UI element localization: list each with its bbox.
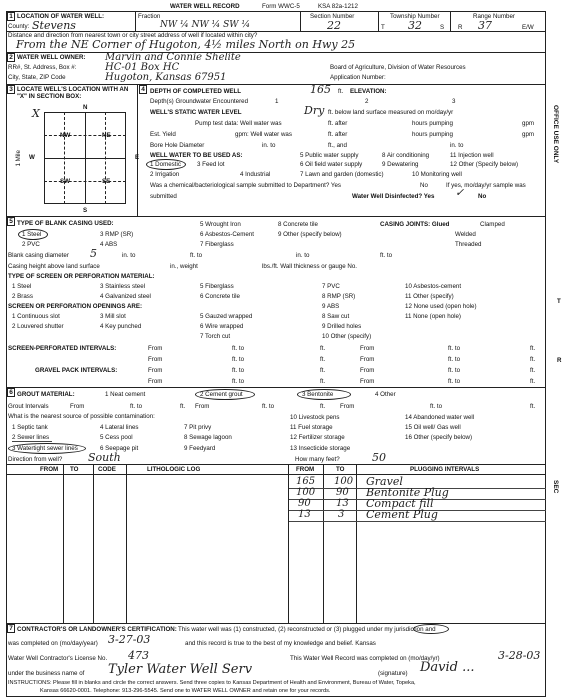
log-to-header: TO (70, 466, 79, 473)
grout-label: GROUT MATERIAL: (17, 391, 75, 398)
open-saw[interactable]: 8 Saw cut (322, 313, 350, 320)
screen-asbestos[interactable]: 10 Asbestos-cement (405, 283, 462, 290)
gi-to-1: ft. to (130, 403, 143, 410)
screen-rmp[interactable]: 8 RMP (SR) (322, 293, 356, 300)
contam-sewer[interactable]: 2 Sewer lines (12, 434, 50, 441)
section-7-number: 7 (7, 624, 15, 633)
locate-label: LOCATE WELL'S LOCATION WITH AN "X" IN SECTION BOX: (17, 86, 129, 100)
joints-threaded[interactable]: Threaded (455, 241, 482, 248)
location-label: LOCATION OF WATER WELL: (17, 13, 105, 20)
open-none[interactable]: 11 None (open hole) (405, 313, 461, 320)
plug-row-from[interactable]: 100 (296, 487, 316, 498)
gw-2: 2 (365, 98, 369, 105)
depth-label: DEPTH OF COMPLETED WELL (150, 88, 242, 95)
screen-abs[interactable]: 9 ABS (322, 303, 340, 310)
static-value[interactable]: Dry (304, 104, 325, 117)
spi-to-1: ft. to (232, 345, 245, 352)
township-s: S (440, 24, 445, 31)
true-text: and this record is true to the best of my knowledge and belief. Kansas (185, 640, 376, 647)
cert-text: This water well was (1) constructed, (2) reconstructed or (3) plugged under my jurisdiction and (178, 626, 436, 633)
use-other[interactable]: 12 Other (Specify below) (450, 161, 519, 168)
owner-value[interactable]: Marvin and Connie Shelite (105, 52, 241, 63)
casing-rmp[interactable]: 3 RMP (SR) (100, 231, 134, 238)
contam-lateral[interactable]: 4 Lateral lines (100, 424, 139, 431)
spi-to-3: ft. to (232, 356, 245, 363)
use-monitoring[interactable]: 10 Monitoring well (412, 171, 462, 178)
use-injection[interactable]: 11 Injection well (450, 152, 494, 159)
contam-fuel[interactable]: 11 Fuel storage (290, 424, 333, 431)
grout-intervals-label: Grout Intervals (8, 403, 49, 410)
nearest-label: What is the nearest source of possible contamination: (8, 413, 155, 420)
fraction-value[interactable]: NW ¼ NW ¼ SW ¼ (160, 20, 251, 30)
elevation-label: ELEVATION: (350, 88, 387, 95)
section-4-number: 4 (139, 85, 147, 94)
contam-feedyard[interactable]: 9 Feedyard (184, 445, 216, 452)
height-label: Casing height above land surface (8, 263, 100, 270)
gi-to-3: ft. to (430, 403, 443, 410)
pump-ft-after: ft. after (328, 120, 348, 127)
contam-seepage[interactable]: 6 Seepage pit (100, 445, 139, 452)
gi-ft-1: ft. (180, 403, 186, 410)
screen-stainless[interactable]: 3 Stainless steel (100, 283, 146, 290)
gi-ft-3: ft. (530, 403, 536, 410)
rr-value[interactable]: HC-01 Box HC (105, 62, 180, 73)
distance-label: Distance and direction from nearest town or city street address of well if located within city? (8, 32, 258, 39)
contam-cesspool[interactable]: 5 Cess pool (100, 434, 133, 441)
use-label: WELL WATER TO BE USED AS: (150, 152, 243, 159)
contam-livestock[interactable]: 10 Livestock pens (290, 414, 340, 421)
gw-3: 3 (452, 98, 456, 105)
open-key[interactable]: 4 Key punched (100, 323, 142, 330)
quadrant-ne: NE (102, 132, 111, 139)
contam-privy[interactable]: 7 Pit privy (184, 424, 212, 431)
use-public[interactable]: 5 Public water supply (300, 152, 359, 159)
plug-row-desc[interactable]: Gravel (366, 475, 403, 488)
city-value[interactable]: Hugoton, Kansas 67951 (105, 72, 227, 83)
contam-insecticide[interactable]: 13 Insecticide storage (290, 445, 351, 452)
chem-label: Was a chemical/bacteriological sample submitted to Department? Yes (150, 182, 341, 189)
weight-label: in., weight (170, 263, 198, 270)
blank-ft-to: ft. to (190, 252, 203, 259)
township-value[interactable]: 32 (408, 19, 422, 32)
yield-hours: hours pumping (412, 131, 453, 138)
plug-row-from[interactable]: 165 (296, 476, 316, 487)
x-mark[interactable]: X (32, 107, 40, 120)
side-r: R (557, 357, 562, 364)
plug-row-desc[interactable]: Cement Plug (366, 508, 438, 521)
yield-label: Est. Yield (150, 131, 176, 138)
screen-concrete[interactable]: 6 Concrete tile (200, 293, 240, 300)
city-label: City, State, ZIP Code (8, 74, 66, 81)
chem-no[interactable]: No (420, 182, 428, 189)
lbs-label: lbs./ft. Wall thickness or gauge No. (262, 263, 358, 270)
range-value[interactable]: 37 (478, 19, 492, 32)
county-label: County: (8, 23, 30, 30)
gpi-ft-1: ft. (320, 367, 326, 374)
record-date[interactable]: 3-28-03 (498, 649, 541, 662)
open-louvered[interactable]: 2 Louvered shutter (12, 323, 64, 330)
plug-row-to[interactable]: 100 (334, 476, 354, 487)
spi-to-4: ft. to (448, 356, 461, 363)
quadrant-sw: SW (60, 178, 70, 185)
compass-s: S (83, 207, 88, 214)
log-from-header: FROM (40, 466, 59, 473)
distance-value[interactable]: From the NE Corner of Hugoton, 4½ miles North on Hwy 25 (16, 38, 356, 51)
gpi-from-3: From (148, 378, 163, 385)
gpi-to-4: ft. to (448, 378, 461, 385)
openings-label: SCREEN OR PERFORATION OPENINGS ARE: (8, 303, 143, 310)
disinfected-check[interactable]: ✓ (455, 186, 465, 199)
circle-bentonite (297, 389, 351, 400)
plugging-header: PLUGGING INTERVALS (410, 466, 480, 473)
plug-from-header: FROM (296, 466, 315, 473)
section-2-number: 2 (7, 53, 15, 62)
grout-neat[interactable]: 1 Neat cement (105, 391, 146, 398)
form-number: Form WWC-5 (262, 3, 300, 10)
circle-steel (18, 229, 48, 240)
spi-ft-2: ft. (530, 345, 536, 352)
blank-ft-to-2: ft. to (380, 252, 393, 259)
use-irrigation[interactable]: 2 Irrigation (150, 171, 180, 178)
casing-steel[interactable]: 1 Steel (22, 231, 42, 238)
contam-abandoned[interactable]: 14 Abandoned water well (405, 414, 475, 421)
compass-e: E (135, 154, 140, 161)
instructions-line-1: INSTRUCTIONS: Please fill in blanks and circle the correct answers. Send three copies to Kansas Department of Health and Environment, Bureau of Water, Topeka, (8, 680, 416, 686)
contam-oilgas[interactable]: 15 Oil well/ Gas well (405, 424, 461, 431)
screen-fiberglass[interactable]: 5 Fiberglass (200, 283, 234, 290)
range-ew: E/W (522, 24, 534, 31)
business-label: under the business name of (8, 670, 85, 677)
casing-other[interactable]: 9 Other (specify below) (278, 231, 342, 238)
grout-other[interactable]: 4 Other (375, 391, 396, 398)
screen-brass[interactable]: 2 Brass (12, 293, 33, 300)
gpi-to-3: ft. to (232, 378, 245, 385)
casing-fiberglass[interactable]: 7 Fiberglass (200, 241, 234, 248)
grout-bentonite[interactable]: 3 Bentonite (302, 391, 334, 398)
lithologic-header: LITHOLOGIC LOG (147, 466, 201, 473)
yield-gpm-end: gpm (522, 131, 535, 138)
bore-label: Bore Hole Diameter (150, 142, 205, 149)
use-oilfield[interactable]: 6 Oil field water supply (300, 161, 363, 168)
spi-ft-1: ft. (320, 345, 326, 352)
gpi-from-1: From (148, 367, 163, 374)
contam-septic[interactable]: 1 Septic tank (12, 424, 48, 431)
use-lawn[interactable]: 7 Lawn and garden (domestic) (300, 171, 384, 178)
plug-row-from[interactable]: 90 (298, 498, 311, 509)
screen-galvanized[interactable]: 4 Galvanized steel (100, 293, 151, 300)
blank-in-to-2: in. to (296, 252, 310, 259)
contam-watertight[interactable]: 3 Watertight sewer lines (12, 445, 78, 452)
joints-clamped[interactable]: Clamped (480, 221, 505, 228)
direction-value[interactable]: South (88, 451, 121, 464)
blank-dia-label: Blank casing diameter (8, 252, 69, 259)
spi-ft-3: ft. (320, 356, 326, 363)
instructions-line-2: Kansas 66620-0001. Telephone: 913-296-5545. Send one to WATER WELL OWNER and retain one for your records. (40, 688, 331, 694)
screen-other[interactable]: 11 Other (specify) (405, 293, 454, 300)
feet-label: How many feet? (295, 456, 340, 463)
casing-abs[interactable]: 4 ABS (100, 241, 118, 248)
casing-concrete[interactable]: 8 Concrete tile (278, 221, 318, 228)
section-value[interactable]: 22 (327, 19, 341, 32)
owner-label: WATER WELL OWNER: (17, 54, 86, 61)
completed-label: was completed on (mo/day/year) (8, 640, 98, 647)
quadrant-nw: NW (60, 132, 71, 139)
gi-to-2: ft. to (262, 403, 275, 410)
plug-row-to[interactable]: 3 (338, 509, 345, 520)
open-other[interactable]: 10 Other (specify) (322, 333, 372, 340)
contam-fertilizer[interactable]: 12 Fertilizer storage (290, 434, 345, 441)
open-wire[interactable]: 6 Wire wrapped (200, 323, 244, 330)
office-use-label: OFFICE USE ONLY (552, 105, 559, 164)
gi-ft-2: ft. (320, 403, 326, 410)
plug-row-desc[interactable]: Bentonite Plug (366, 486, 449, 499)
license-value[interactable]: 473 (128, 649, 149, 662)
spi-ft-4: ft. (530, 356, 536, 363)
gw-1: 1 (275, 98, 279, 105)
fraction-label: Fraction (138, 13, 161, 20)
record-label: This Water Well Record was completed on (mo/day/yr) (290, 655, 440, 662)
blank-dia-value[interactable]: 5 (90, 247, 97, 260)
direction-label: Direction from well? (8, 456, 63, 463)
depth-value[interactable]: 165 (310, 83, 331, 96)
casing-asbestos[interactable]: 6 Asbestos-Cement (200, 231, 254, 238)
plug-row-to[interactable]: 13 (336, 498, 349, 509)
business-value[interactable]: Tyler Water Well Serv (108, 662, 253, 677)
casing-iron[interactable]: 5 Wrought Iron (200, 221, 241, 228)
static-label: WELL'S STATIC WATER LEVEL (150, 109, 242, 116)
quadrant-se: SE (102, 178, 111, 185)
mile-scale: 1 Mile (15, 150, 22, 167)
disinfected-label: Water Well Disinfected? Yes (352, 193, 435, 200)
screen-intervals-label: SCREEN-PERFORATED INTERVALS: (8, 345, 117, 352)
gpi-ft-4: ft. (530, 378, 536, 385)
use-air[interactable]: 8 Air conditioning (382, 152, 430, 159)
casing-label: TYPE OF BLANK CASING USED: (17, 220, 114, 227)
pump-hours: hours pumping (412, 120, 453, 127)
gi-from-1: From (70, 403, 85, 410)
pump-gpm: gpm (522, 120, 535, 127)
circle-cement-grout (195, 389, 255, 400)
cert-label: CONTRACTOR'S OR LANDOWNER'S CERTIFICATION: (17, 626, 177, 633)
compass-w: W (29, 154, 35, 161)
section-label: Section Number (310, 13, 355, 20)
bore-in-to: in. to (262, 142, 276, 149)
plug-row-to[interactable]: 90 (336, 487, 349, 498)
range-label: Range Number (473, 13, 515, 20)
spi-to-2: ft. to (448, 345, 461, 352)
submitted-label: submitted (150, 193, 177, 200)
gravel-intervals-label: GRAVEL PACK INTERVALS: (35, 367, 118, 374)
gi-from-2: From (195, 403, 210, 410)
use-industrial[interactable]: 4 Industrial (240, 171, 271, 178)
circle-watertight (8, 443, 86, 454)
casing-pvc[interactable]: 2 PVC (22, 241, 40, 248)
gi-from-3: From (340, 403, 355, 410)
section-6-number: 6 (7, 388, 15, 397)
gpi-to-1: ft. to (232, 367, 245, 374)
open-mill[interactable]: 3 Mill slot (100, 313, 126, 320)
screen-label: TYPE OF SCREEN OR PERFORATION MATERIAL: (8, 273, 155, 280)
form-title: WATER WELL RECORD (170, 3, 240, 10)
township-t: T (381, 24, 385, 31)
spi-from-1: From (148, 345, 163, 352)
compass-n: N (83, 104, 88, 111)
underline-sewer (12, 441, 52, 442)
groundwater-label: Depth(s) Groundwater Encountered (150, 98, 249, 105)
joints-welded[interactable]: Welded (455, 231, 476, 238)
open-gauzed[interactable]: 5 Gauzed wrapped (200, 313, 253, 320)
side-t: T (557, 298, 561, 305)
township-label: Township Number (390, 13, 440, 20)
use-dewatering[interactable]: 9 Dewatering (382, 161, 419, 168)
joints-label: CASING JOINTS: Glued (380, 221, 450, 228)
blank-in-to: in. to (122, 252, 136, 259)
static-rest: ft. below land surface measured on mo/day/yr (328, 109, 454, 116)
contam-lagoon[interactable]: 8 Sewage lagoon (184, 434, 232, 441)
statute: KSA 82a-1212 (318, 3, 358, 10)
section-5-number: 5 (7, 217, 15, 226)
section-3-number: 3 (7, 85, 15, 94)
grout-cement[interactable]: 2 Cement grout (200, 391, 243, 398)
gpi-from-2: From (360, 367, 375, 374)
plug-to-header: TO (336, 466, 345, 473)
spi-from-2: From (360, 345, 375, 352)
rr-label: RR#, St. Address, Box #: (8, 64, 77, 71)
spi-from-3: From (148, 356, 163, 363)
gpi-ft-3: ft. (320, 378, 326, 385)
section-1-number: 1 (7, 12, 15, 21)
gpi-to-2: ft. to (448, 367, 461, 374)
spi-from-4: From (360, 356, 375, 363)
contam-other[interactable]: 16 Other (specify below) (405, 434, 473, 441)
gpi-ft-2: ft. (530, 367, 536, 374)
pump-test-label: Pump test data: Well water was (195, 120, 282, 127)
plug-row-from[interactable]: 13 (298, 509, 311, 520)
circle-domestic (146, 159, 186, 170)
use-domestic[interactable]: 1 Domestic (150, 161, 181, 168)
screen-pvc[interactable]: 7 PVC (322, 283, 340, 290)
plug-row-desc[interactable]: Compact fill (366, 497, 434, 510)
county-value[interactable]: Stevens (32, 19, 76, 32)
screen-none[interactable]: 12 None used (open hole) (405, 303, 477, 310)
open-drilled[interactable]: 9 Drilled holes (322, 323, 362, 330)
depth-ft: ft. (338, 88, 344, 95)
circle-plugged (413, 624, 449, 634)
license-label: Water Well Contractor's License No. (8, 655, 108, 662)
disinfected-no[interactable]: No (478, 193, 487, 200)
range-r: R (458, 24, 463, 31)
chem-if-yes: If yes, mo/day/yr sample was (446, 182, 526, 189)
yield-gpm: gpm: Well water was (235, 131, 292, 138)
signature-label: (signature) (378, 670, 408, 677)
board-text: Board of Agriculture, Division of Water Resources (330, 64, 466, 71)
gpi-from-4: From (360, 378, 375, 385)
bore-ft-and: ft., and (328, 142, 347, 149)
open-continuous[interactable]: 1 Continuous slot (12, 313, 60, 320)
screen-steel[interactable]: 1 Steel (12, 283, 32, 290)
use-feedlot[interactable]: 3 Feed lot (197, 161, 225, 168)
log-code-header: CODE (98, 466, 116, 473)
bore-in-to-2: in. to (450, 142, 464, 149)
application-label: Application Number: (330, 74, 386, 81)
open-torch[interactable]: 7 Torch cut (200, 333, 231, 340)
side-sec: SEC (552, 480, 559, 494)
completed-date[interactable]: 3-27-03 (108, 633, 151, 646)
feet-value[interactable]: 50 (372, 451, 386, 464)
yield-ft-after: ft. after (328, 131, 348, 138)
signature-value[interactable]: David ... (420, 660, 475, 675)
